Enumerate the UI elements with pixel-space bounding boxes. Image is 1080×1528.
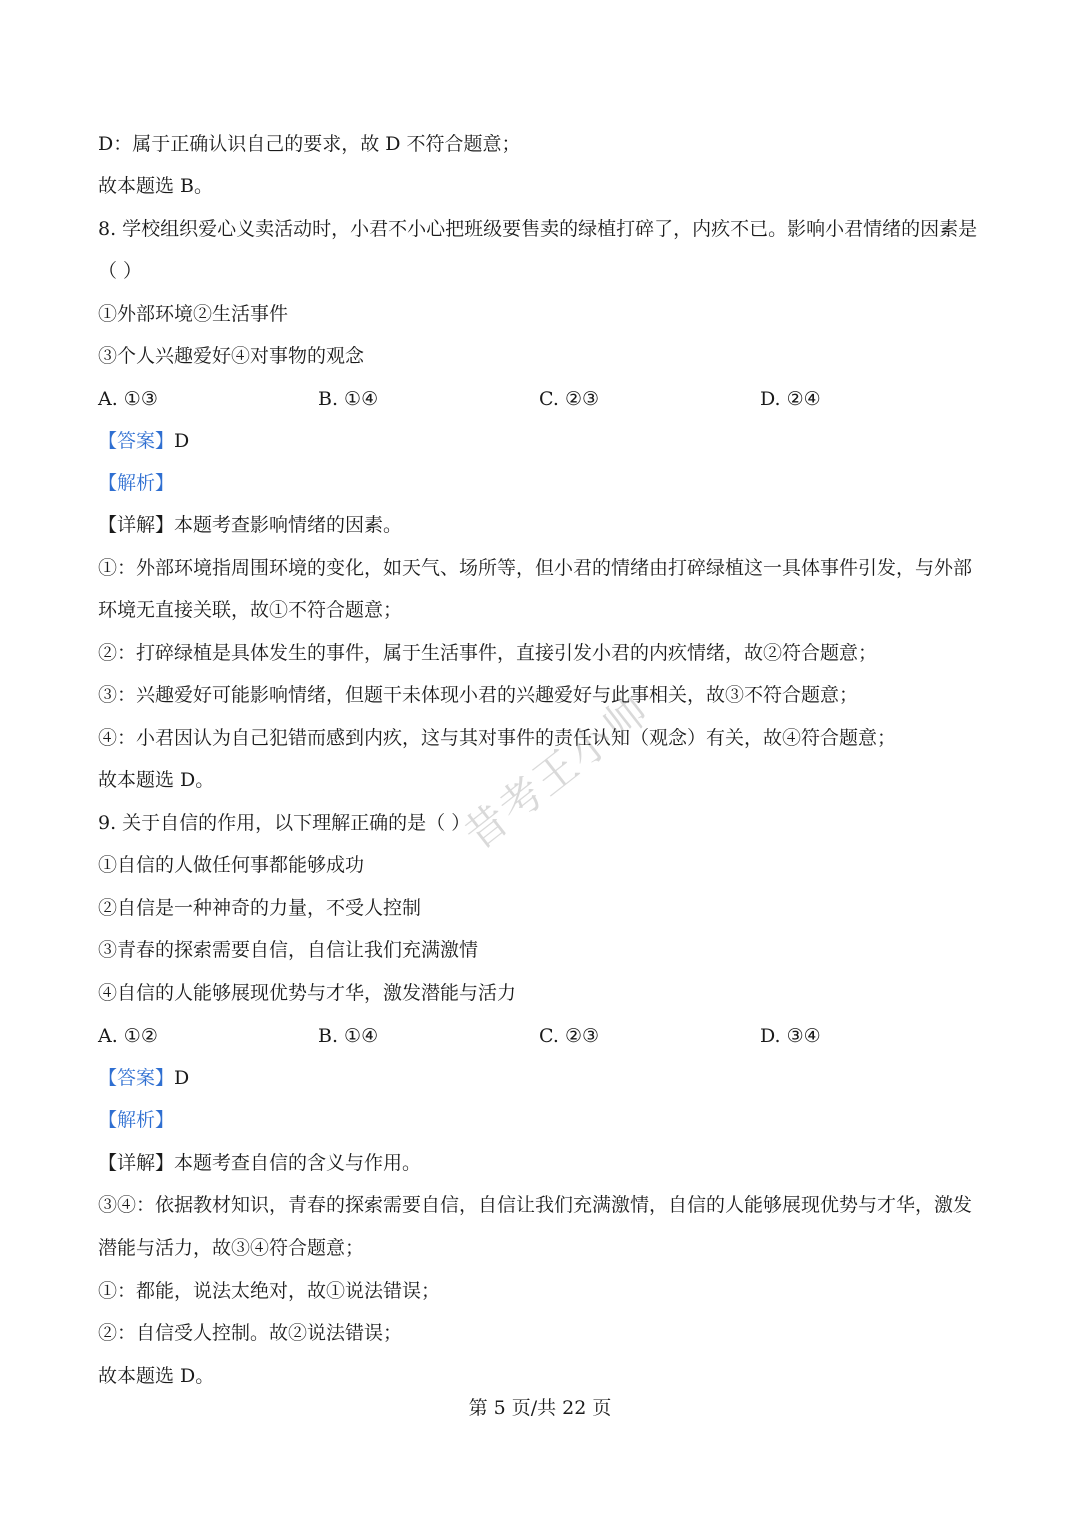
- option-b: B. ①④: [318, 1025, 379, 1047]
- analysis-label: 【解析】: [98, 1109, 175, 1131]
- question-8-statement: ③个人兴趣爱好④对事物的观念: [98, 345, 365, 367]
- detail-text: 本题考查影响情绪的因素。: [174, 514, 403, 536]
- explanation-line: 环境无直接关联，故①不符合题意；: [98, 599, 403, 621]
- text-line: D：属于正确认识自己的要求，故 D 不符合题意；: [98, 133, 521, 155]
- explanation-line: 潜能与活力，故③④符合题意；: [98, 1237, 365, 1259]
- option-b: B. ①④: [318, 388, 379, 410]
- question-8-statement: ①外部环境②生活事件: [98, 303, 289, 325]
- text-line: 故本题选 B。: [98, 175, 214, 197]
- detail-text: 本题考查自信的含义与作用。: [174, 1152, 422, 1174]
- question-8-paren: （ ）: [98, 260, 143, 282]
- analysis-line: [98, 1108, 174, 1132]
- question-9-statement: ③青春的探索需要自信，自信让我们充满激情: [98, 939, 479, 961]
- analysis-label: 【解析】: [98, 472, 175, 494]
- question-9-statement: ②自信是一种神奇的力量，不受人控制: [98, 897, 422, 919]
- explanation-line: ②：自信受人控制。故②说法错误；: [98, 1322, 403, 1344]
- question-9-statement: ④自信的人能够展现优势与才华，激发潜能与活力: [98, 982, 517, 1004]
- detail-line: [98, 1151, 421, 1175]
- watermark: 昔考王小帅: [454, 684, 659, 860]
- option-d: D. ②④: [760, 388, 821, 410]
- answer-label: 【答案】: [98, 430, 175, 452]
- explanation-line: ③：兴趣爱好可能影响情绪，但题干未体现小君的兴趣爱好与此事相关，故③不符合题意；: [98, 684, 859, 706]
- answer-value: D: [174, 1067, 190, 1089]
- answer-line: [98, 1066, 189, 1090]
- answer-value: D: [174, 430, 190, 452]
- detail-line: [98, 513, 402, 537]
- detail-label: 【详解】: [98, 1152, 175, 1174]
- explanation-line: ①：都能，说法太绝对，故①说法错误；: [98, 1280, 441, 1302]
- conclusion-line: 故本题选 D。: [98, 1365, 215, 1387]
- analysis-line: [98, 471, 174, 495]
- conclusion-line: 故本题选 D。: [98, 769, 215, 791]
- question-9-stem: 9. 关于自信的作用，以下理解正确的是（ ）: [98, 812, 471, 834]
- page-footer: 第 5 页/共 22 页: [468, 1397, 612, 1419]
- question-9-statement: ①自信的人做任何事都能够成功: [98, 854, 365, 876]
- question-8-stem: 8. 学校组织爱心义卖活动时，小君不小心把班级要售卖的绿植打碎了，内疚不已。影响小君情绪的因素是: [98, 218, 978, 240]
- answer-label: 【答案】: [98, 1067, 175, 1089]
- option-a: A. ①②: [98, 1025, 158, 1047]
- option-c: C. ②③: [539, 1025, 600, 1047]
- explanation-line: ①：外部环境指周围环境的变化，如天气、场所等，但小君的情绪由打碎绿植这一具体事件引发，与外部: [98, 557, 973, 579]
- explanation-line: ④：小君因认为自己犯错而感到内疚，这与其对事件的责任认知（观念）有关，故④符合题意；: [98, 727, 897, 749]
- detail-label: 【详解】: [98, 514, 175, 536]
- option-a: A. ①③: [98, 388, 158, 410]
- answer-line: [98, 429, 189, 453]
- explanation-line: ③④：依据教材知识，青春的探索需要自信，自信让我们充满激情，自信的人能够展现优势与才华，激发: [98, 1194, 973, 1216]
- option-d: D. ③④: [760, 1025, 821, 1047]
- option-c: C. ②③: [539, 388, 600, 410]
- explanation-line: ②：打碎绿植是具体发生的事件，属于生活事件，直接引发小君的内疚情绪，故②符合题意；: [98, 642, 878, 664]
